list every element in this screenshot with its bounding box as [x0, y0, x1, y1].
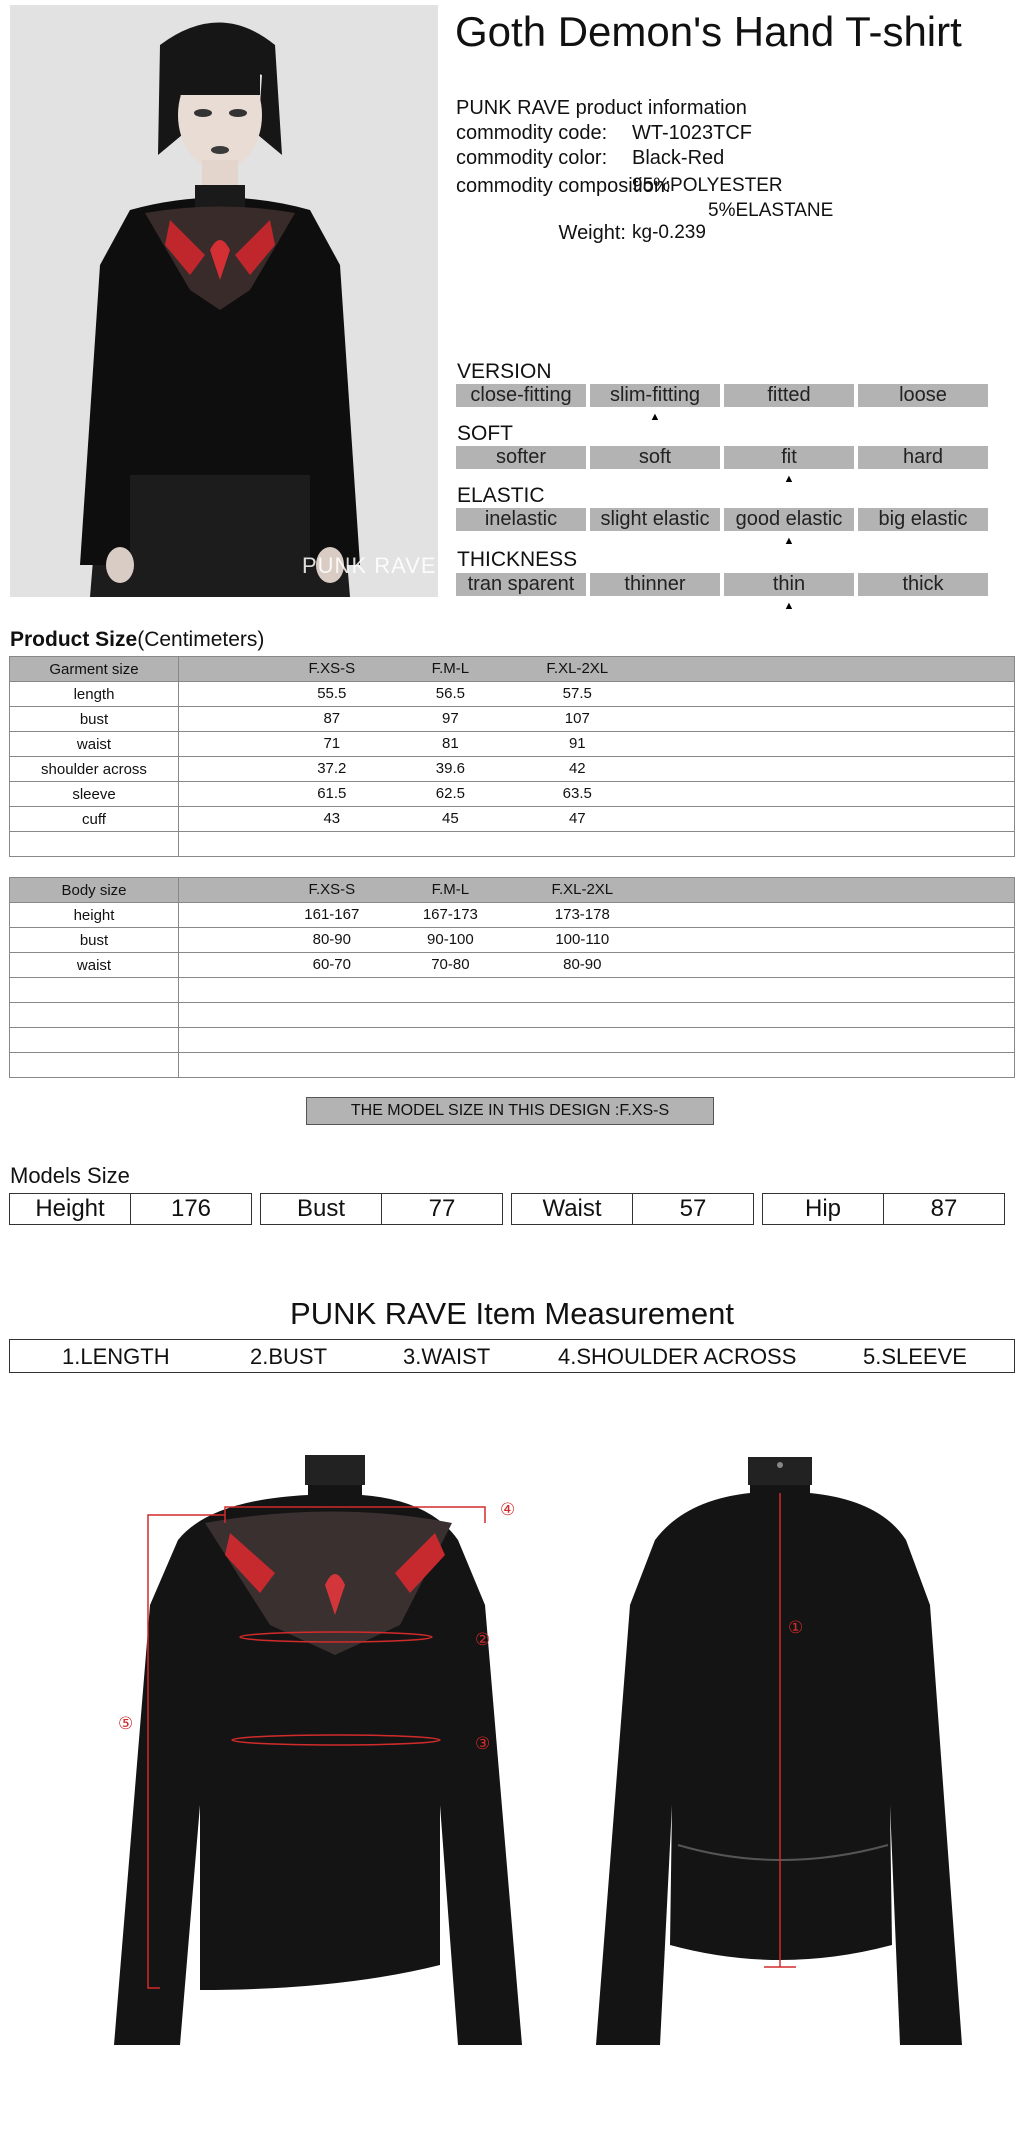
cell-value: 90-100: [427, 931, 474, 948]
cell-value: 42: [568, 760, 586, 777]
version-option: fitted: [724, 384, 854, 407]
elastic-option: slight elastic: [590, 508, 720, 531]
measure-value: 87: [930, 1195, 958, 1222]
cell-value: 39.6: [435, 760, 465, 777]
row-values: [179, 782, 1015, 807]
cell-value: 57.5: [562, 685, 592, 702]
cell-value: 80-90: [312, 931, 351, 948]
weight-label: Weight:: [558, 222, 626, 244]
row-values: [179, 807, 1015, 832]
commodity-color-value: Black-Red: [632, 147, 725, 169]
cell-value: 167-173: [422, 906, 478, 923]
garment-size-table: [9, 656, 1015, 857]
empty-cell: [179, 1003, 1015, 1028]
measurement-item: 4.SHOULDER ACROSS: [558, 1344, 797, 1369]
thickness-option: thick: [858, 573, 988, 596]
measurement-item: 5.SLEEVE: [863, 1344, 967, 1369]
size-header: F.XS-S: [308, 660, 356, 677]
models-size-row: [9, 1193, 1005, 1225]
row-label: sleeve: [10, 782, 179, 807]
elastic-scale: [456, 508, 988, 547]
cell-value: 47: [568, 810, 586, 827]
table-row: [10, 707, 1015, 732]
selected-marker: ▲: [649, 411, 661, 423]
model-illustration: [10, 5, 438, 597]
measurement-item: 1.LENGTH: [62, 1344, 170, 1369]
table-row: [10, 953, 1015, 978]
commodity-color-label: commodity color:: [456, 147, 608, 169]
marker-2: ②: [475, 1630, 491, 1650]
measure-key: Bust: [261, 1194, 382, 1224]
size-header: F.XL-2XL: [546, 660, 609, 677]
table-row-empty: [10, 978, 1015, 1003]
row-label: bust: [10, 928, 179, 953]
commodity-code-row: [456, 122, 753, 145]
table-row: [10, 682, 1015, 707]
empty-cell: [179, 832, 1015, 857]
product-title: Goth Demon's Hand T-shirt: [455, 8, 962, 55]
cell-value: 81: [442, 735, 459, 752]
row-label: shoulder across: [10, 757, 179, 782]
garment-back: [596, 1457, 962, 2045]
soft-label: SOFT: [457, 422, 513, 445]
empty-cell: [10, 978, 179, 1003]
selected-marker: ▲: [783, 600, 795, 612]
cell-value: 60-70: [312, 956, 351, 973]
version-scale: [456, 384, 988, 423]
marker-5: ⑤: [118, 1714, 134, 1734]
cell-value: 161-167: [304, 906, 360, 923]
composition-value-2: 5%ELASTANE: [708, 200, 834, 221]
cell-value: 63.5: [562, 785, 592, 802]
selected-marker: ▲: [783, 473, 795, 485]
row-values: [179, 953, 1015, 978]
garment-diagrams: [100, 1445, 1024, 2065]
measure-key: Height: [10, 1194, 131, 1224]
row-values: [179, 707, 1015, 732]
table-header-row: [10, 657, 1015, 682]
cell-value: 45: [442, 810, 459, 827]
empty-cell: [10, 1053, 179, 1078]
marker-4: ④: [500, 1500, 516, 1520]
thickness-option: tran sparent: [456, 573, 586, 596]
product-photo: [10, 5, 438, 597]
weight-value: kg-0.239: [632, 222, 706, 243]
measure-value: 57: [679, 1195, 707, 1222]
row-values: [179, 903, 1015, 928]
model-size-note: THE MODEL SIZE IN THIS DESIGN :F.XS-S: [306, 1097, 714, 1125]
commodity-code-value: WT-1023TCF: [632, 122, 753, 144]
model-measure-waist: [511, 1193, 754, 1225]
empty-cell: [10, 832, 179, 857]
row-label: length: [10, 682, 179, 707]
commodity-composition-row: [456, 175, 783, 198]
empty-cell: [179, 1028, 1015, 1053]
info-header: PUNK RAVE product information: [456, 97, 747, 119]
row-values: [179, 732, 1015, 757]
elastic-label: ELASTIC: [457, 484, 545, 507]
version-option-label: slim-fitting: [609, 384, 700, 406]
thickness-scale: [456, 573, 988, 612]
empty-cell: [179, 1053, 1015, 1078]
measurement-item: 3.WAIST: [403, 1344, 491, 1369]
table-row: [10, 903, 1015, 928]
composition-value-1: 95%POLYESTER: [632, 175, 783, 196]
product-size-heading: Product Size: [10, 628, 138, 651]
thickness-option: [724, 573, 854, 612]
measurement-legend: [9, 1339, 1015, 1373]
soft-option: hard: [858, 446, 988, 469]
cell-value: 56.5: [435, 685, 465, 702]
row-values: [179, 928, 1015, 953]
elastic-option-label: good elastic: [735, 508, 843, 530]
empty-cell: [179, 978, 1015, 1003]
cell-value: 61.5: [317, 785, 347, 802]
size-header: F.XS-S: [308, 881, 356, 898]
cell-value: 80-90: [563, 956, 602, 973]
marker-1: ①: [788, 1618, 804, 1638]
table-row: [10, 757, 1015, 782]
cell-value: 55.5: [317, 685, 347, 702]
measure-value: 77: [428, 1195, 456, 1222]
body-size-table: [9, 877, 1015, 1078]
soft-option: soft: [590, 446, 720, 469]
measure-value: 176: [170, 1195, 212, 1222]
body-size-header: Body size: [10, 878, 179, 903]
row-label: waist: [10, 732, 179, 757]
version-label: VERSION: [457, 360, 552, 383]
cell-value: 97: [442, 710, 459, 727]
row-values: [179, 682, 1015, 707]
watermark: PUNK RAVE: [302, 553, 437, 578]
row-label: bust: [10, 707, 179, 732]
commodity-color-row: [456, 147, 725, 170]
commodity-code-label: commodity code:: [456, 122, 608, 144]
size-headers: [179, 657, 1015, 682]
empty-cell: [10, 1003, 179, 1028]
soft-option-label: fit: [781, 446, 797, 468]
cell-value: 62.5: [435, 785, 465, 802]
elastic-option: big elastic: [858, 508, 988, 531]
product-size-title: [10, 628, 264, 652]
cell-value: 70-80: [431, 956, 470, 973]
cell-value: 71: [323, 735, 341, 752]
table-row-empty: [10, 1028, 1015, 1053]
model-measure-bust: [260, 1193, 503, 1225]
garment-front: [114, 1455, 522, 2045]
size-header: F.XL-2XL: [551, 881, 614, 898]
cell-value: 173-178: [554, 906, 610, 923]
size-header: F.M-L: [431, 660, 470, 677]
thickness-option: thinner: [590, 573, 720, 596]
row-label: height: [10, 903, 179, 928]
row-label: cuff: [10, 807, 179, 832]
selected-marker: ▲: [783, 535, 795, 547]
soft-option: softer: [456, 446, 586, 469]
model-measure-hip: [762, 1193, 1005, 1225]
measure-key: Hip: [763, 1194, 884, 1224]
models-size-title: Models Size: [10, 1163, 130, 1188]
size-header: F.M-L: [431, 881, 470, 898]
table-row: [10, 807, 1015, 832]
measurement-item: 2.BUST: [250, 1344, 328, 1369]
size-headers: [179, 878, 1015, 903]
model-measure-height: [9, 1193, 252, 1225]
row-label: waist: [10, 953, 179, 978]
garment-size-header: Garment size: [10, 657, 179, 682]
soft-option: [724, 446, 854, 485]
table-row-empty: [10, 1053, 1015, 1078]
table-row-empty: [10, 832, 1015, 857]
cell-value: 100-110: [555, 931, 610, 948]
soft-scale: [456, 446, 988, 485]
commodity-composition-label: commodity composition:: [456, 175, 671, 197]
table-row-empty: [10, 1003, 1015, 1028]
measurement-title: PUNK RAVE Item Measurement: [290, 1296, 734, 1331]
product-size-unit: (Centimeters): [137, 628, 265, 651]
cell-value: 107: [564, 710, 590, 727]
thickness-option-label: thin: [772, 573, 806, 595]
empty-cell: [10, 1028, 179, 1053]
version-option: close-fitting: [456, 384, 586, 407]
table-row: [10, 782, 1015, 807]
cell-value: 91: [568, 735, 586, 752]
version-option: [590, 384, 720, 423]
cell-value: 87: [323, 710, 341, 727]
measure-key: Waist: [512, 1194, 633, 1224]
elastic-option: [724, 508, 854, 547]
cell-value: 43: [323, 810, 341, 827]
table-row: [10, 928, 1015, 953]
row-values: [179, 757, 1015, 782]
thickness-label: THICKNESS: [457, 548, 578, 571]
version-option: loose: [858, 384, 988, 407]
elastic-option: inelastic: [456, 508, 586, 531]
cell-value: 37.2: [317, 760, 347, 777]
table-row: [10, 732, 1015, 757]
table-header-row: [10, 878, 1015, 903]
marker-3: ③: [475, 1734, 491, 1754]
